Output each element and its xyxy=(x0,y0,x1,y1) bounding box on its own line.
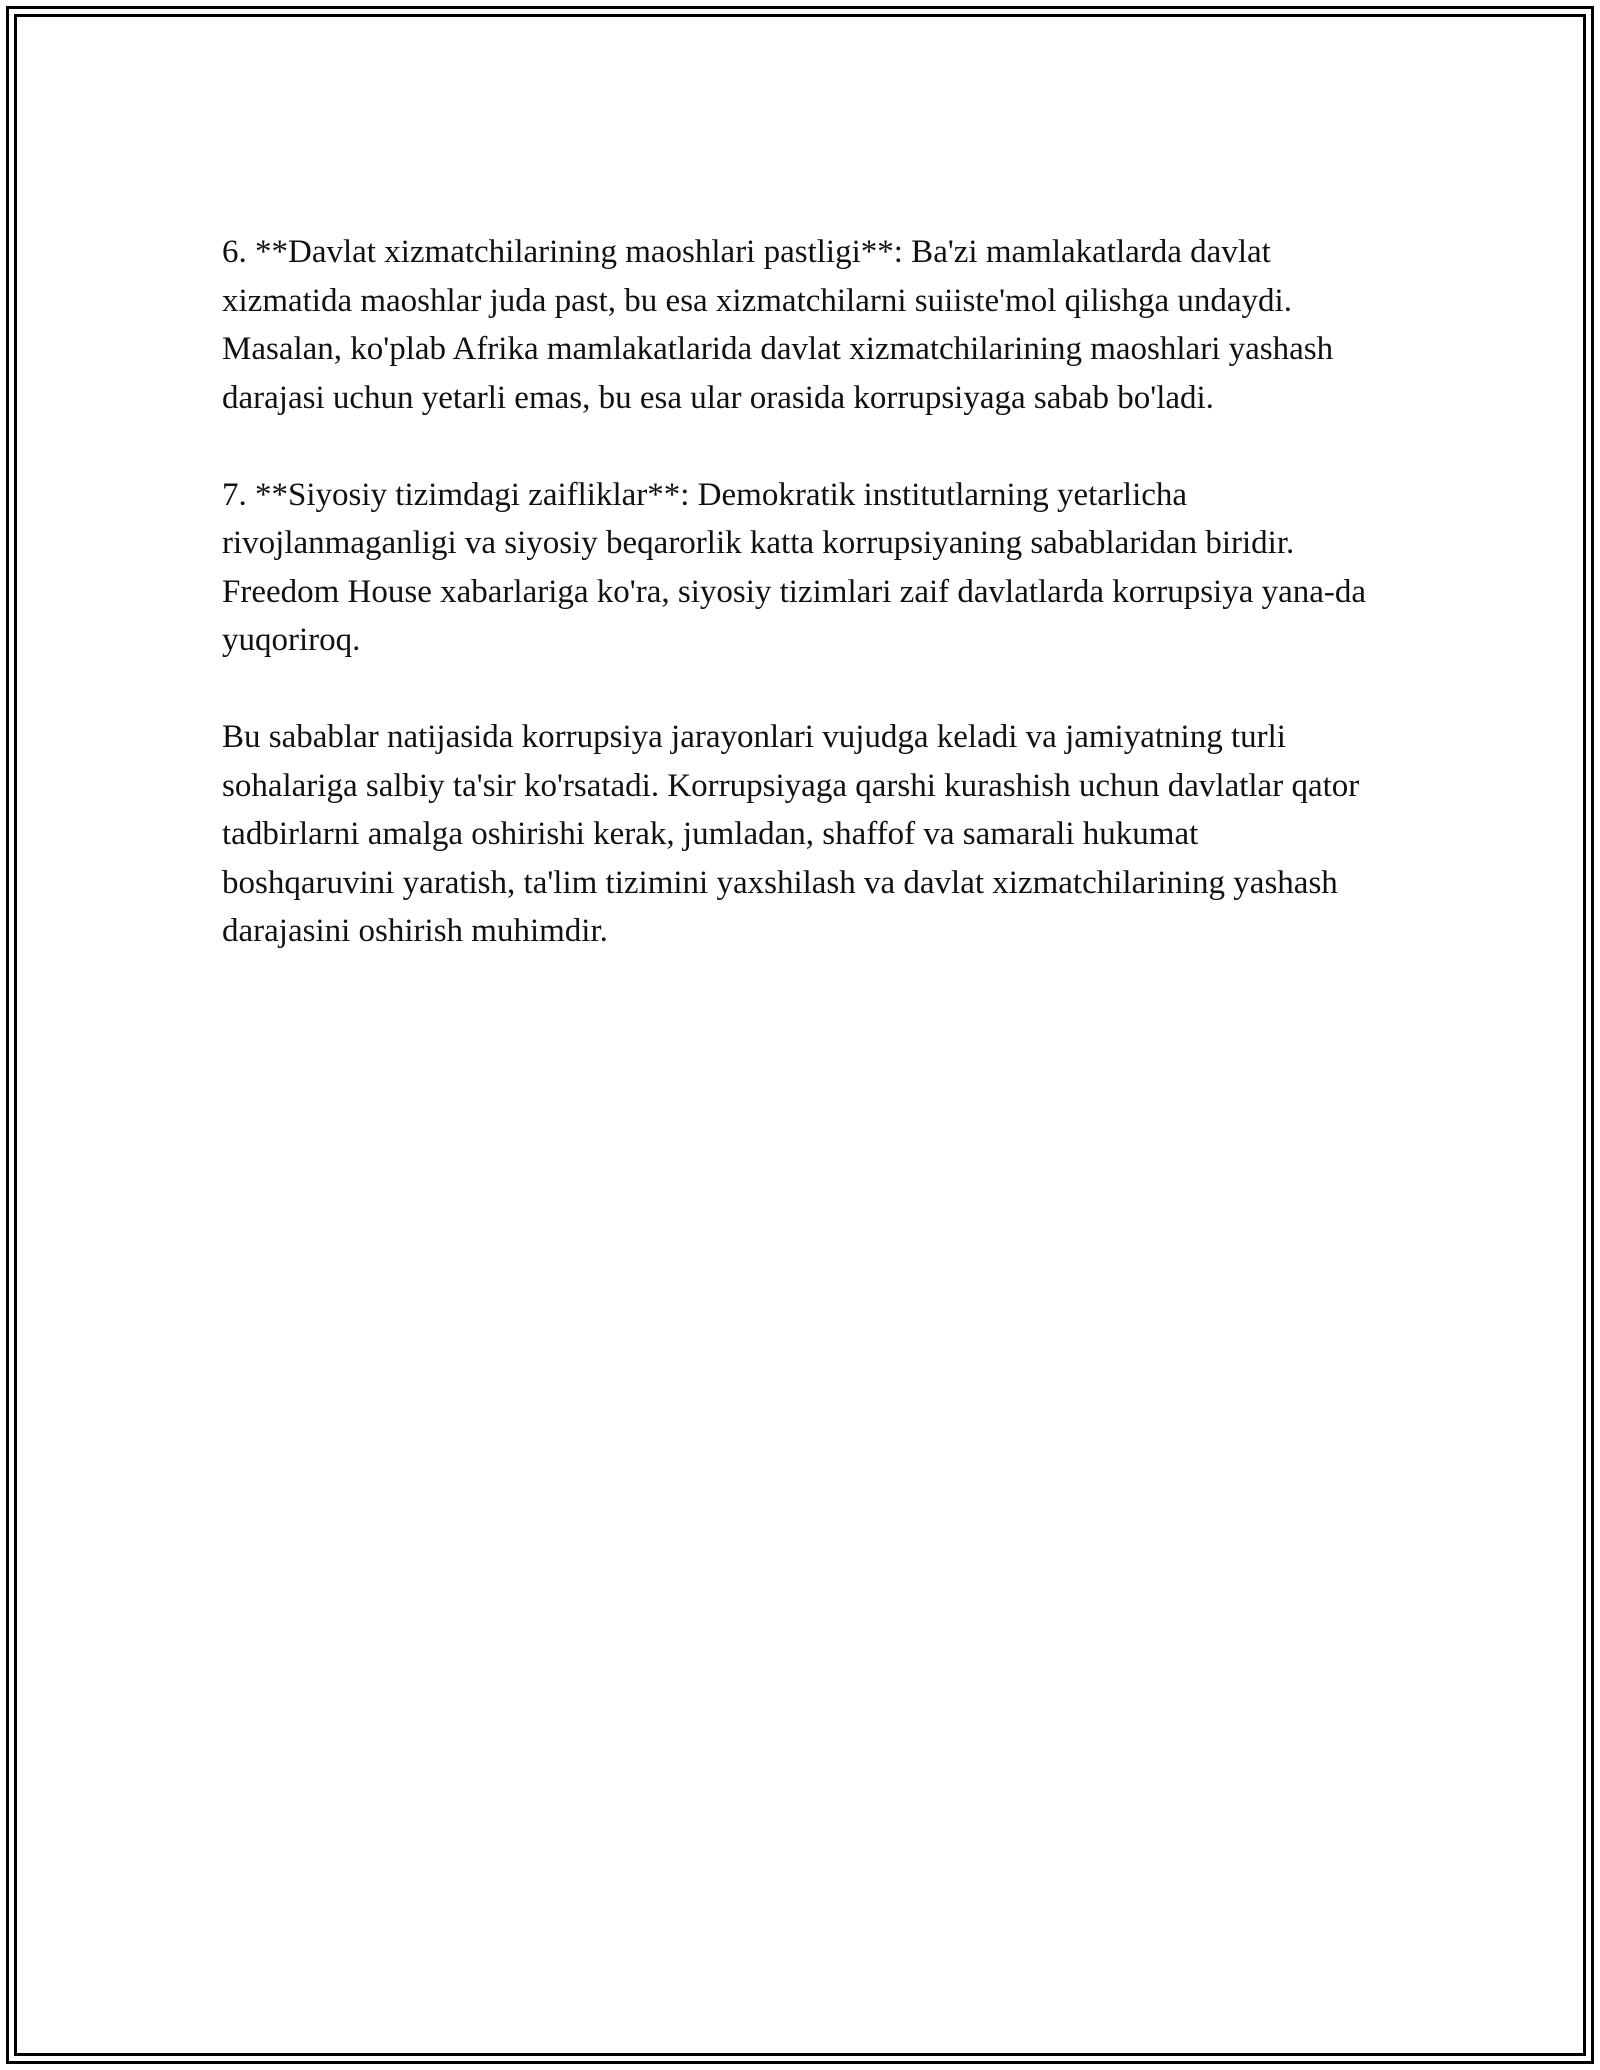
paragraph-item-6: 6. **Davlat xizmatchilarining maoshlari pastligi**: Ba'zi mamlakatlarda davlat xizmatida maoshlar juda past, bu esa xizmatchilarni suiiste'mol qilishga undaydi. Masalan, ko'plab Afrika mamlakatlarida davlat xizmatchilarining maoshlari yashash darajasi uchun yetarli emas, bu esa ular orasida korrupsiyaga sabab bo'ladi. xyxy=(222,234,1334,416)
paragraph-item-7: 7. **Siyosiy tizimdagi zaifliklar**: Demokratik institutlarning yetarlicha rivojlanmaganligi va siyosiy beqarorlik katta korrupsiyaning sabablaridan biridir. Freedom House xabarlariga ko'ra, siyosiy tizimlari zaif davlatlarda korrupsiya yana-da yuqoriroq. xyxy=(222,476,1367,658)
paragraph-conclusion: Bu sabablar natijasida korrupsiya jarayonlari vujudga keladi va jamiyatning turli sohalariga salbiy ta'sir ko'rsatadi. Korrupsiyaga qarshi kurashish uchun davlatlar qator tadbirlarni amalga oshirishi kerak, jumladan, shaffof va samarali hukumat boshqaruvini yaratish, ta'lim tizimini yaxshilash va davlat xizmatchilarining yashash darajasini oshirish muhimdir. xyxy=(222,719,1360,949)
document-body xyxy=(222,228,1372,1004)
